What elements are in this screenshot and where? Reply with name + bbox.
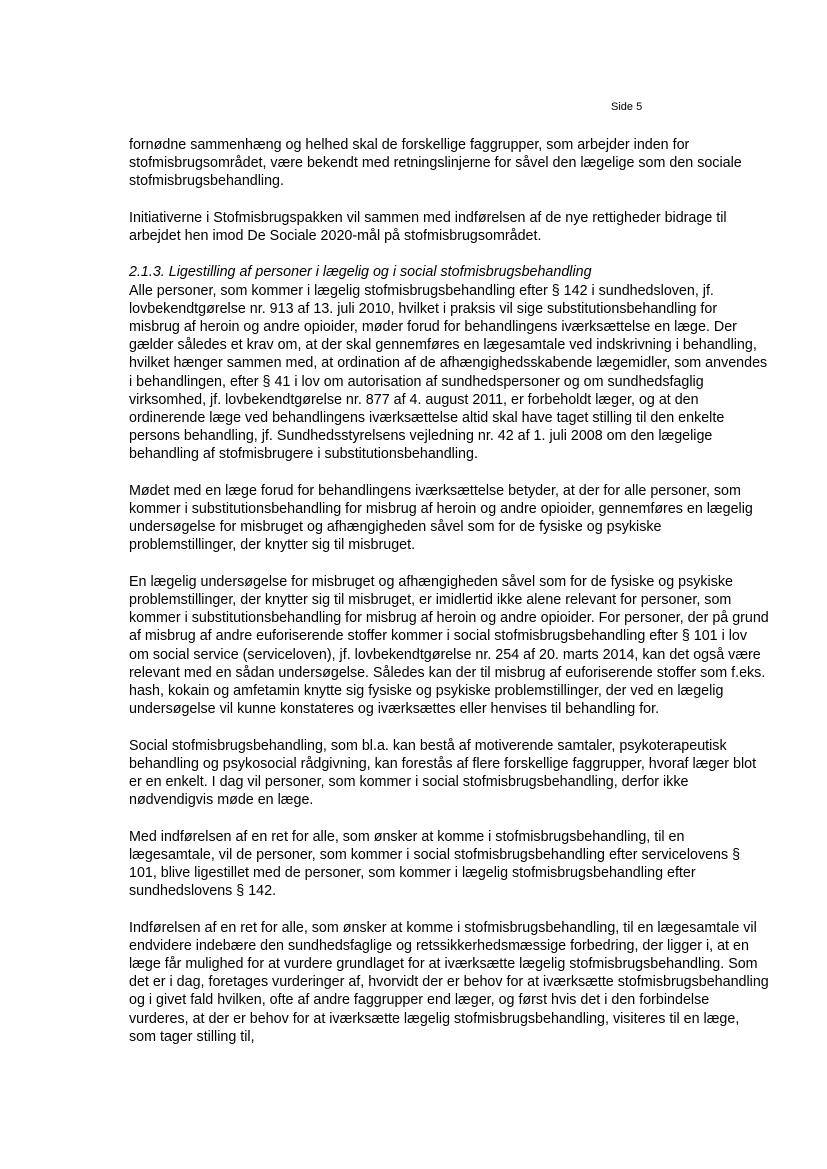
paragraph-4: Mødet med en læge forud for behandlingens iværksættelse betyder, at der for alle personer, som kommer i substitutionsbehandling for misbrug af heroin og andre opioider, gennemføres en lægelig undersøgelse for misbruget og afhængigheden såvel som for de fysiske og psykiske problemstillinger, der knytter sig til misbruget. [129,482,753,554]
paragraph-1: fornødne sammenhæng og helhed skal de forskellige faggrupper, som arbejder inden for stofmisbrugsområdet, være bekendt med retningslinjerne for såvel den lægelige som den sociale stofmisbrugsbehandling. [129,137,742,190]
body-text [129,136,769,1064]
section-heading: 2.1.3. Ligestilling af personer i lægelig og i social stofmisbrugsbehandling [129,264,592,281]
paragraph-5: En lægelig undersøgelse for misbruget og afhængigheden såvel som for de fysiske og psykiske problemstillinger, der knytter sig til misbruget, er imidlertid ikke alene relevant for personer, som kommer i substitutionsbehandling for misbrug af heroin og andre opioider. For personer, der på grund af misbrug af andre euforiserende stoffer kommer i social stofmisbrugsbehandling efter § 101 i lov om social service (serviceloven), jf. lovbekendtgørelse nr. 254 af 20. marts 2014, kan det også være relevant med en sådan undersøgelse. Således kan der til misbrug af euforiserende stoffer som f.eks. hash, kokain og amfetamin knytte sig fysiske og psykiske problemstillinger, der ved en lægelig undersøgelse vil kunne konstateres og iværksættes eller henvises til behandling for. [129,573,769,718]
paragraph-2: Initiativerne i Stofmisbrugspakken vil sammen med indførelsen af de nye rettigheder bidrage til arbejdet hen imod De Sociale 2020-mål på stofmisbrugsområdet. [129,209,727,244]
paragraph-3: Alle personer, som kommer i lægelig stofmisbrugsbehandling efter § 142 i sundhedsloven, jf. lovbekendtgørelse nr. 913 af 13. juli 2010, hvilket i praksis vil sige substitutionsbehandling for misbrug af heroin og andre opioider, møder forud for behandlingens iværksættelse en læge. Der gælder således et krav om, at der skal gennemføres en lægesamtale ved indskrivning i behandling, hvilket hænger sammen med, at ordination af de afhængighedsskabende lægemidler, som anvendes i behandlingen, efter § 41 i lov om autorisation af sundhedspersoner og om sundhedsfaglig virksomhed, jf. lovbekendtgørelse nr. 877 af 4. august 2011, er forbeholdt læger, og at den ordinerende læge ved behandlingens iværksættelse altid skal have taget stilling til den enkelte persons behandling, jf. Sundhedsstyrelsens vejledning nr. 42 af 1. juli 2008 om den lægelige behandling af stofmisbrugere i substitutionsbehandling. [129,282,768,463]
paragraph-7: Med indførelsen af en ret for alle, som ønsker at komme i stofmisbrugsbehandling, til en lægesamtale, vil de personer, som kommer i social stofmisbrugsbehandling efter servicelovens § 101, blive ligestillet med de personer, som kommer i lægelig stofmisbrugsbehandling efter sundhedslovens § 142. [129,828,741,900]
page-number: Side 5 [611,101,643,113]
paragraph-8: Indførelsen af en ret for alle, som ønsker at komme i stofmisbrugsbehandling, til en lægesamtale vil endvidere indebære den sundhedsfaglige og retssikkerhedsmæssige forbedring, der ligger i, at en læge får mulighed for at vurdere grundlaget for at iværksætte lægelig stofmisbrugsbehandling. Som det er i dag, foretages vurderinger af, hvorvidt der er behov for at iværksætte stofmisbrugsbehandling og i givet fald hvilken, ofte af andre faggrupper end læger, og først hvis det i den forbindelse vurderes, at der er behov for at iværksætte lægelig stofmisbrugsbehandling, visiteres til en læge, som tager stilling til, [129,919,769,1045]
paragraph-6: Social stofmisbrugsbehandling, som bl.a. kan bestå af motiverende samtaler, psykoterapeutisk behandling og psykosocial rådgivning, kan forestås af flere forskellige faggrupper, hvoraf læger blot er en enkelt. I dag vil personer, som kommer i social stofmisbrugsbehandling, derfor ikke nødvendigvis møde en læge. [129,737,757,809]
